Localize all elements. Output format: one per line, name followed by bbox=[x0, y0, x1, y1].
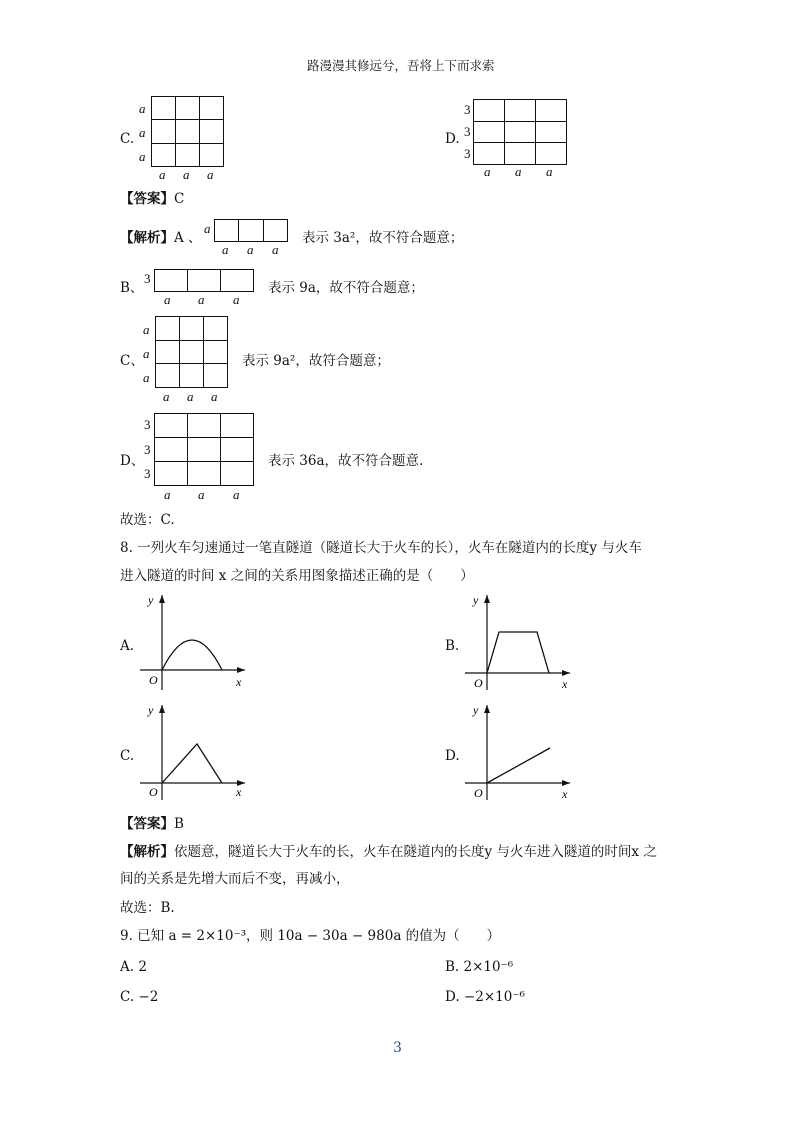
y-label: y bbox=[148, 703, 154, 717]
row-b-bottom-label: a bbox=[233, 292, 240, 307]
q7-option-d-label: D. bbox=[445, 131, 460, 147]
answer-tag: 【答案】 bbox=[120, 816, 174, 832]
row-b-bottom-label: a bbox=[164, 292, 171, 307]
straight-line bbox=[487, 748, 550, 783]
grid-d2-bottom-label: a bbox=[164, 487, 171, 502]
trapezoid-line bbox=[487, 632, 549, 673]
answer-tag: 【答案】 bbox=[120, 191, 174, 207]
analysis-prefix-b: B、 bbox=[120, 280, 144, 296]
grid-option-d bbox=[473, 99, 567, 165]
analysis-prefix-a: A 、 bbox=[174, 230, 202, 246]
x-label: x bbox=[236, 675, 242, 689]
q8-option-c-label: C. bbox=[120, 748, 135, 764]
grid-d2-side-label: 3 bbox=[144, 466, 151, 481]
y-label: y bbox=[148, 593, 154, 607]
analysis-prefix-d: D、 bbox=[120, 453, 145, 469]
grid-d2-bottom-label: a bbox=[233, 487, 240, 502]
q8-option-b-label: B. bbox=[445, 638, 460, 654]
q8-analysis-line1 bbox=[120, 846, 657, 860]
analysis-a-text: 表示 3a²，故不符合题意； bbox=[302, 230, 464, 246]
origin-label: O bbox=[474, 676, 483, 690]
y-axis-arrow bbox=[484, 705, 490, 713]
row-b-side-label: 3 bbox=[144, 271, 151, 286]
page-number: 3 bbox=[393, 1040, 402, 1056]
triangle-line bbox=[162, 744, 222, 783]
analysis-prefix-c: C、 bbox=[120, 353, 144, 369]
row-a-bottom-label: a bbox=[222, 242, 229, 257]
x-axis-arrow bbox=[562, 780, 570, 786]
grid-c-side-label: a bbox=[139, 125, 146, 140]
analysis-tag: 【解析】 bbox=[120, 230, 174, 246]
graph-option-b bbox=[465, 590, 575, 690]
q9-option-c: C. −2 bbox=[120, 989, 159, 1005]
row-a-bottom-label: a bbox=[272, 242, 279, 257]
x-axis-arrow bbox=[237, 667, 245, 673]
grid-analysis-c bbox=[155, 316, 228, 388]
origin-label: O bbox=[149, 785, 158, 799]
q8-option-d-label: D. bbox=[445, 748, 460, 764]
grid-analysis-a bbox=[214, 219, 288, 242]
q7-analysis-a bbox=[120, 232, 202, 246]
answer-value: B bbox=[174, 816, 184, 832]
y-axis-arrow bbox=[159, 705, 165, 713]
y-label: y bbox=[473, 593, 479, 607]
x-label: x bbox=[562, 677, 568, 690]
grid-option-c bbox=[151, 96, 224, 167]
q7-option-c-label: C. bbox=[120, 131, 135, 147]
grid-c-bottom-label: a bbox=[159, 167, 166, 182]
y-axis-arrow bbox=[159, 595, 165, 603]
y-axis-arrow bbox=[484, 595, 490, 603]
grid-c-bottom-label: a bbox=[207, 167, 214, 182]
grid-c2-side-label: a bbox=[143, 322, 150, 337]
graph-option-d bbox=[465, 700, 575, 800]
origin-label: O bbox=[474, 786, 483, 800]
grid-c2-side-label: a bbox=[143, 346, 150, 361]
origin-label: O bbox=[149, 673, 158, 687]
q8-option-a-label: A. bbox=[120, 638, 135, 654]
grid-d-side-label: 3 bbox=[464, 146, 471, 161]
grid-c-side-label: a bbox=[139, 101, 146, 116]
y-label: y bbox=[473, 703, 479, 717]
page-header: 路漫漫其修远兮，吾将上下而求索 bbox=[307, 58, 495, 73]
q9-option-a: A. 2 bbox=[120, 959, 147, 975]
x-label: x bbox=[236, 785, 242, 799]
grid-c2-bottom-label: a bbox=[163, 389, 170, 404]
x-label: x bbox=[562, 787, 568, 800]
q8-answer bbox=[120, 818, 184, 832]
grid-d2-bottom-label: a bbox=[198, 487, 205, 502]
q8-stem-line1: 8. 一列火车匀速通过一笔直隧道（隧道长大于火车的长），火车在隧道内的长度y 与火车 bbox=[120, 540, 642, 556]
curve bbox=[162, 640, 222, 670]
q7-conclusion: 故选：C. bbox=[120, 512, 175, 528]
graph-option-a bbox=[140, 590, 250, 690]
q9-option-b: B. 2×10⁻⁶ bbox=[445, 959, 514, 975]
q9-stem: 9. 已知 a = 2×10⁻³，则 10a − 30a − 980a 的值为（ ） bbox=[120, 928, 501, 944]
row-b-bottom-label: a bbox=[198, 292, 205, 307]
q7-answer bbox=[120, 193, 184, 207]
q8-conclusion: 故选：B. bbox=[120, 900, 175, 916]
row-a-bottom-label: a bbox=[247, 242, 254, 257]
grid-c2-bottom-label: a bbox=[211, 389, 218, 404]
grid-d-bottom-label: a bbox=[546, 164, 553, 179]
grid-d2-side-label: 3 bbox=[144, 442, 151, 457]
grid-d-bottom-label: a bbox=[515, 164, 522, 179]
grid-d-bottom-label: a bbox=[484, 164, 491, 179]
grid-d-side-label: 3 bbox=[464, 102, 471, 117]
q8-analysis-line2: 间的关系是先增大而后不变，再减小， bbox=[120, 871, 350, 887]
grid-c-side-label: a bbox=[139, 149, 146, 164]
grid-c2-bottom-label: a bbox=[187, 389, 194, 404]
answer-value: C bbox=[174, 191, 185, 207]
analysis-tag: 【解析】 bbox=[120, 844, 174, 860]
q9-option-d: D. −2×10⁻⁶ bbox=[445, 989, 525, 1005]
analysis-d-text: 表示 36a，故不符合题意. bbox=[268, 453, 424, 469]
x-axis-arrow bbox=[562, 670, 570, 676]
analysis-text: 依题意，隧道长大于火车的长，火车在隧道内的长度y 与火车进入隧道的时间x 之 bbox=[174, 844, 657, 860]
grid-analysis-d bbox=[154, 413, 254, 486]
analysis-c-text: 表示 9a²，故符合题意； bbox=[242, 353, 390, 369]
grid-d-side-label: 3 bbox=[464, 124, 471, 139]
grid-d2-side-label: 3 bbox=[144, 417, 151, 432]
grid-c-bottom-label: a bbox=[183, 167, 190, 182]
graph-option-c bbox=[140, 700, 250, 800]
grid-analysis-b bbox=[154, 269, 254, 292]
q8-stem-line2: 进入隧道的时间 x 之间的关系用图象描述正确的是（ ） bbox=[120, 568, 474, 584]
grid-c2-side-label: a bbox=[143, 370, 150, 385]
analysis-b-text: 表示 9a，故不符合题意； bbox=[268, 280, 424, 296]
row-a-side-label: a bbox=[204, 221, 211, 236]
